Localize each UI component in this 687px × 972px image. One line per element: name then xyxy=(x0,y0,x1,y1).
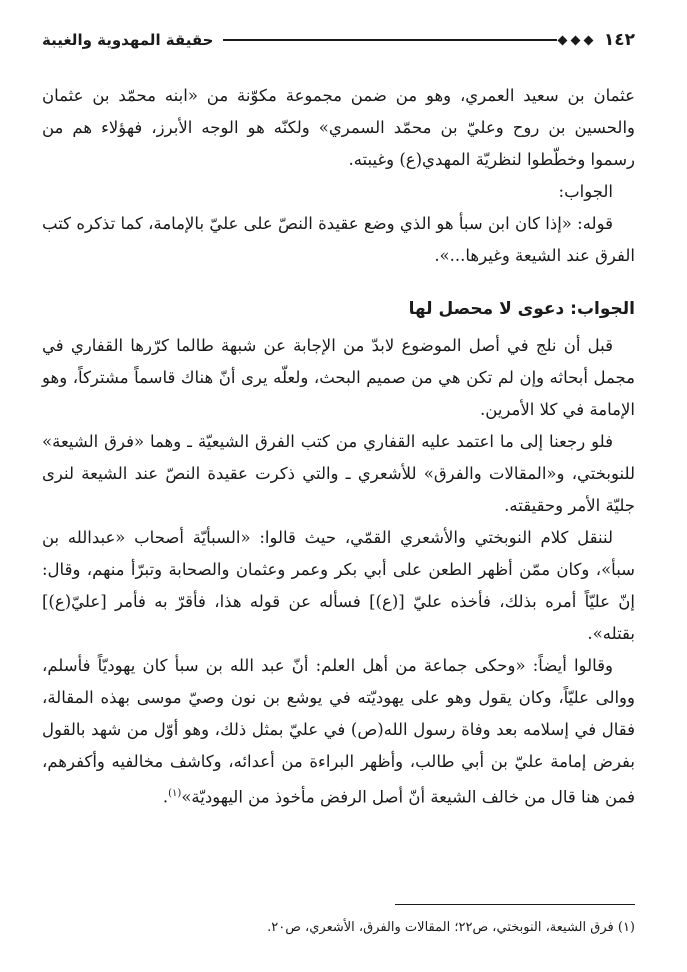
footnote: (١) فرق الشيعة، النوبختي، ص٢٢؛ المقالات والفرق، الأشعري، ص٢٠. xyxy=(267,920,635,935)
footnote-separator xyxy=(395,904,635,905)
footnote-marker[interactable]: (١) xyxy=(168,788,182,799)
page-header xyxy=(42,28,635,52)
paragraph: فلو رجعنا إلى ما اعتمد عليه القفاري من كتب الفرق الشيعيّة ـ وهما «فرق الشيعة» للنوبختي، و«المقالات والفرق» للأشعري ـ والتي ذكرت عقيدة النصّ عند الشيعة لنرى جليّة الأمر وحقيقته. xyxy=(42,432,635,515)
section-heading: الجواب: دعوى لا محصل لها xyxy=(408,299,635,319)
paragraph: لننقل كلام النوبختي والأشعري القمّي، حيث قالوا: «السبأيّة أصحاب «عبدالله بن سبأ»، وكان ممّن أظهر الطعن على أبي بكر وعمر وعثمان والصحابة وتبرّأ منهم، وقال: إنّ عليّاً أمره بذلك، فأخذه عليّ [(ع)] فسأله عن قوله هذا، فأقرّ به فأمر [عليّ(ع)] بقتله». xyxy=(42,528,635,643)
page-number: ١٤٢ xyxy=(603,30,635,50)
paragraph-continuation: عثمان بن سعيد العمري، وهو من ضمن مجموعة مكوّنة من «ابنه محمّد بن عثمان والحسين بن روح وعليّ بن محمّد السمري» ولكنّه هو الوجه الأبرز، فهؤلاء هم من رسموا وخطّطوا لنظريّة المهدي(ع) وغيبته. xyxy=(42,86,635,169)
answer-label: الجواب: xyxy=(558,182,613,201)
running-title: حقيقة المهدوية والغيبة xyxy=(42,31,214,49)
ornament-dots-icon xyxy=(559,37,592,44)
paragraph: قبل أن نلج في أصل الموضوع لابدّ من الإجابة عن شبهة طالما كرّرها القفاري في مجمل أبحاثه وإن لم تكن هي من صميم البحث، ولعلّه يرى أنّ هناك قاسماً مشتركاً، وهو الإمامة في كلا الأمرين. xyxy=(42,336,635,419)
paragraph-text: وقالوا أيضاً: «وحكى جماعة من أهل العلم: أنّ عبد الله بن سبأ كان يهوديّاً فأسلم، ووالى عليّاً، وكان يقول وهو على يهوديّته في يوشع بن نون وصيّ موسى بهذه المقالة، فقال في إسلامه بعد وفاة رسول الله(ص) في عليّ بمثل ذلك، وهو أوّل من شهد بالقول بفرض إمامة عليّ بن أبي طالب، وأظهر البراءة من أعدائه، وكاشف مخالفيه وأكفرهم، فمن هنا قال من خالف الشيعة أنّ أصل الرفض مأخوذ من اليهوديّة» xyxy=(42,656,635,807)
header-line xyxy=(223,39,556,41)
header-rule xyxy=(223,37,593,44)
page-body xyxy=(42,80,635,814)
paragraph-with-footnote: وقالوا أيضاً: «وحكى جماعة من أهل العلم: أنّ عبد الله بن سبأ كان يهوديّاً فأسلم، ووالى عليّاً، وكان يقول وهو على يهوديّته في يوشع بن نون وصيّ موسى بهذه المقالة، فقال في إسلامه بعد وفاة رسول الله(ص) في عليّ بمثل ذلك، وهو أوّل من شهد بالقول بفرض إمامة عليّ بن أبي طالب، وأظهر البراءة من أعدائه، وكاشف مخالفيه وأكفرهم، فمن هنا قال من خالف الشيعة أنّ أصل الرفض مأخوذ من اليهوديّة»$^{(١)}$. xyxy=(42,656,635,807)
quoted-claim: قوله: «إذا كان ابن سبأ هو الذي وضع عقيدة النصّ على عليّ بالإمامة، كما تذكره كتب الفرق عند الشيعة وغيرها...». xyxy=(42,214,635,265)
